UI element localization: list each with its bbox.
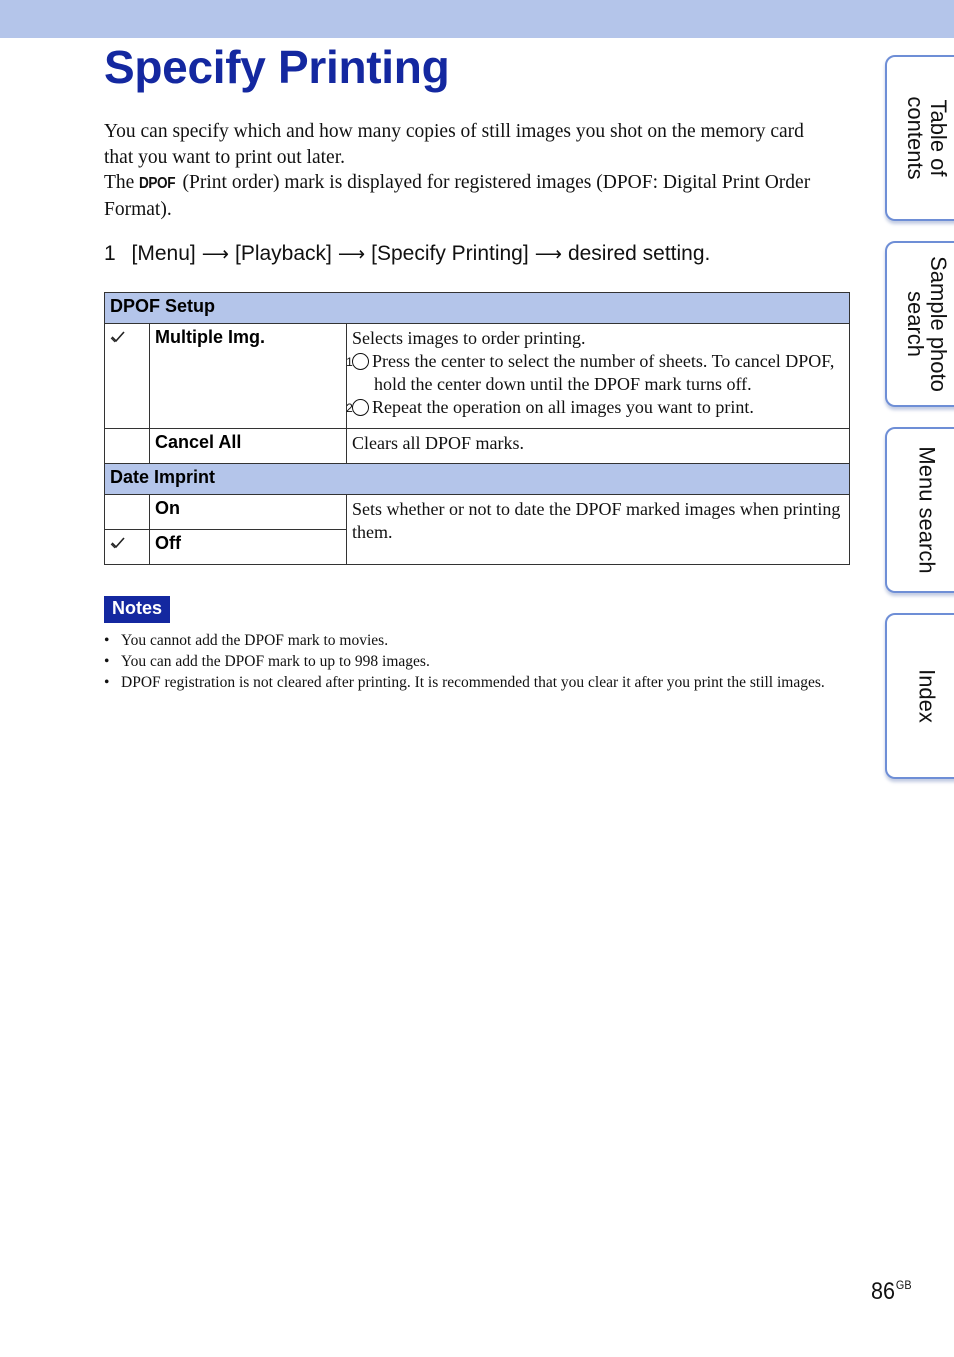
tab-label-line-2: search [903, 290, 928, 358]
description-step-text: Repeat the operation on all images you want to print. [372, 397, 754, 417]
default-check-cell [105, 324, 150, 429]
dpof-setup-header: DPOF Setup [105, 293, 850, 324]
circled-number-icon: 1 [352, 353, 369, 370]
bullet: • [104, 653, 110, 670]
right-arrow-icon: ⟶ [201, 244, 229, 265]
step-playback: [Playback] [234, 242, 332, 265]
page-title: Specify Printing [104, 41, 450, 93]
tab-label [916, 669, 939, 723]
step-desired-setting: desired setting. [567, 242, 711, 265]
description-text: Selects images to order printing. [352, 328, 586, 348]
check-cell [105, 495, 150, 530]
table-row [105, 429, 850, 464]
item-label: On [150, 495, 347, 530]
item-label: Multiple Img. [150, 324, 347, 429]
step-number: 1 [104, 242, 116, 265]
tab-label [904, 256, 950, 392]
top-header-bar [0, 0, 954, 38]
table-section-header [105, 293, 850, 324]
right-arrow-icon: ⟶ [337, 244, 366, 265]
item-label: Off [150, 530, 347, 565]
check-cell [105, 429, 150, 464]
tab-table-of-contents[interactable] [885, 55, 954, 221]
dpof-mark-icon: DPOF [139, 175, 176, 192]
checkmark-icon [110, 330, 126, 344]
note-text: You cannot add the DPOF mark to movies. [121, 632, 389, 649]
table-row [105, 495, 850, 530]
list-item [104, 672, 849, 693]
description-step-text: Press the center to select the number of sheets. To cancel DPOF, hold the center down until the DPOF mark turns off. [372, 351, 835, 394]
default-check-cell [105, 530, 150, 565]
tab-label-line-1: Index [914, 669, 940, 723]
step-specify-printing: [Specify Printing] [371, 242, 529, 265]
tab-index[interactable] [885, 613, 954, 779]
tab-label [904, 96, 950, 179]
tab-label-line-1: Table of [926, 99, 951, 177]
notes-badge: Notes [104, 596, 170, 623]
intro-the: The [104, 172, 135, 193]
tab-label-line-2: contents [903, 96, 928, 180]
tab-menu-search[interactable] [885, 427, 954, 593]
tab-label-line-1: Sample photo [926, 256, 951, 392]
bullet: • [104, 674, 110, 691]
description-step [346, 350, 844, 396]
step-menu: [Menu] [131, 242, 196, 265]
list-item [104, 630, 849, 651]
note-text: You can add the DPOF mark to up to 998 images. [121, 653, 430, 670]
description-step [346, 396, 844, 419]
item-description [347, 324, 850, 429]
item-description: Clears all DPOF marks. [347, 429, 850, 464]
circled-number-icon: 2 [352, 399, 369, 416]
intro-line-1: You can specify which and how many copies of still images you shot on the memory card that you want to print out later. [104, 121, 804, 168]
table-row [105, 324, 850, 429]
tab-sample-photo-search[interactable] [885, 241, 954, 407]
date-imprint-header: Date Imprint [105, 464, 850, 495]
tab-label-line-1: Menu search [914, 446, 940, 574]
note-text: DPOF registration is not cleared after printing. It is recommended that you clear it after you print the still images. [121, 674, 825, 691]
table-section-header [105, 464, 850, 495]
tab-label [916, 446, 939, 573]
step-instruction [104, 240, 710, 269]
list-item [104, 651, 849, 672]
intro-line-2: (Print order) mark is displayed for registered images (DPOF: Digital Print Order Format). [104, 172, 811, 220]
item-label: Cancel All [150, 429, 347, 464]
page-region: GB [895, 1278, 912, 1292]
item-description: Sets whether or not to date the DPOF marked images when printing them. [347, 495, 850, 565]
checkmark-icon [110, 536, 126, 550]
intro-paragraph [104, 119, 834, 222]
page-number-value: 86 [871, 1278, 896, 1305]
notes-list [104, 630, 849, 693]
settings-table [104, 292, 850, 565]
bullet: • [104, 632, 110, 649]
right-arrow-icon: ⟶ [534, 244, 562, 265]
page-number [871, 1278, 912, 1306]
